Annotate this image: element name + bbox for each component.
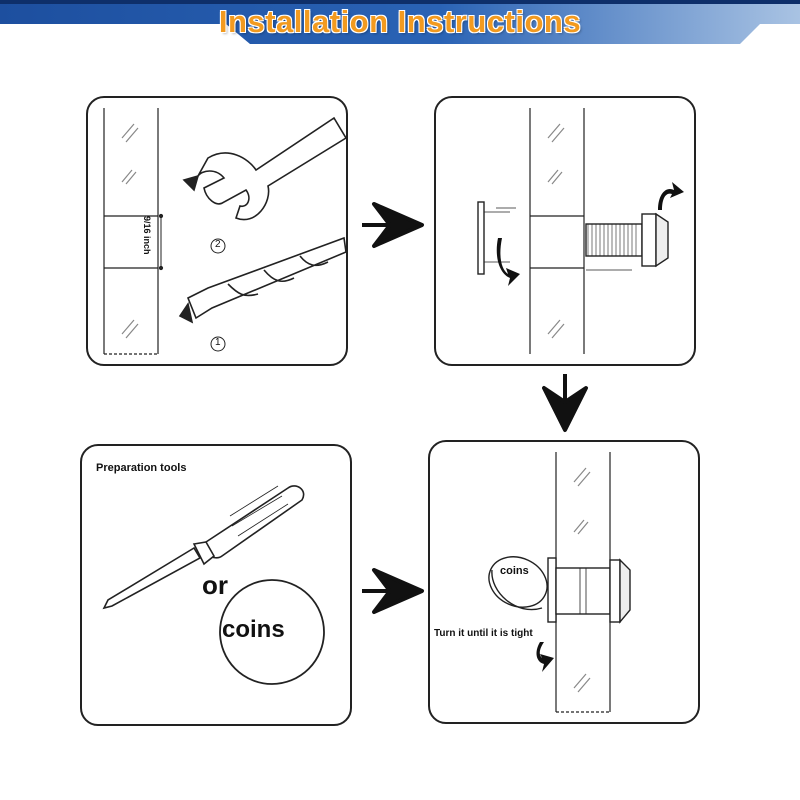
wrench-icon <box>184 118 346 220</box>
back-plate <box>478 202 510 274</box>
coin-icon <box>481 548 556 617</box>
coin-label-small: coins <box>500 565 529 577</box>
door-edge <box>530 108 584 354</box>
tighten-diagram <box>430 442 702 726</box>
coin-label: coins <box>222 616 285 643</box>
panel-drill-hole <box>86 96 348 366</box>
insert-diagram <box>436 98 698 368</box>
panel-insert-viewer <box>434 96 696 366</box>
tighten-instruction: Turn it until it is tight <box>434 628 533 639</box>
panel-tighten-viewer <box>428 440 700 724</box>
rotate-arrow-icon <box>537 642 554 672</box>
step-number-1: 1 <box>215 337 221 348</box>
tools-heading: Preparation tools <box>96 462 187 474</box>
drill-diagram <box>88 98 350 368</box>
door-viewer-icon <box>548 558 630 622</box>
flow-arrow-icon <box>360 566 426 616</box>
flow-arrow-icon <box>540 372 590 434</box>
drill-bit-icon <box>180 238 346 322</box>
page-title: Installation Instructions <box>218 4 582 39</box>
flow-arrow-icon <box>360 200 426 250</box>
panel-preparation-tools <box>80 444 352 726</box>
dimension-label: 9/16 inch <box>142 216 152 255</box>
door-viewer-icon <box>586 214 668 266</box>
dimension-marker <box>159 214 162 269</box>
step-number-2: 2 <box>215 239 221 250</box>
or-connector: or <box>202 570 228 600</box>
